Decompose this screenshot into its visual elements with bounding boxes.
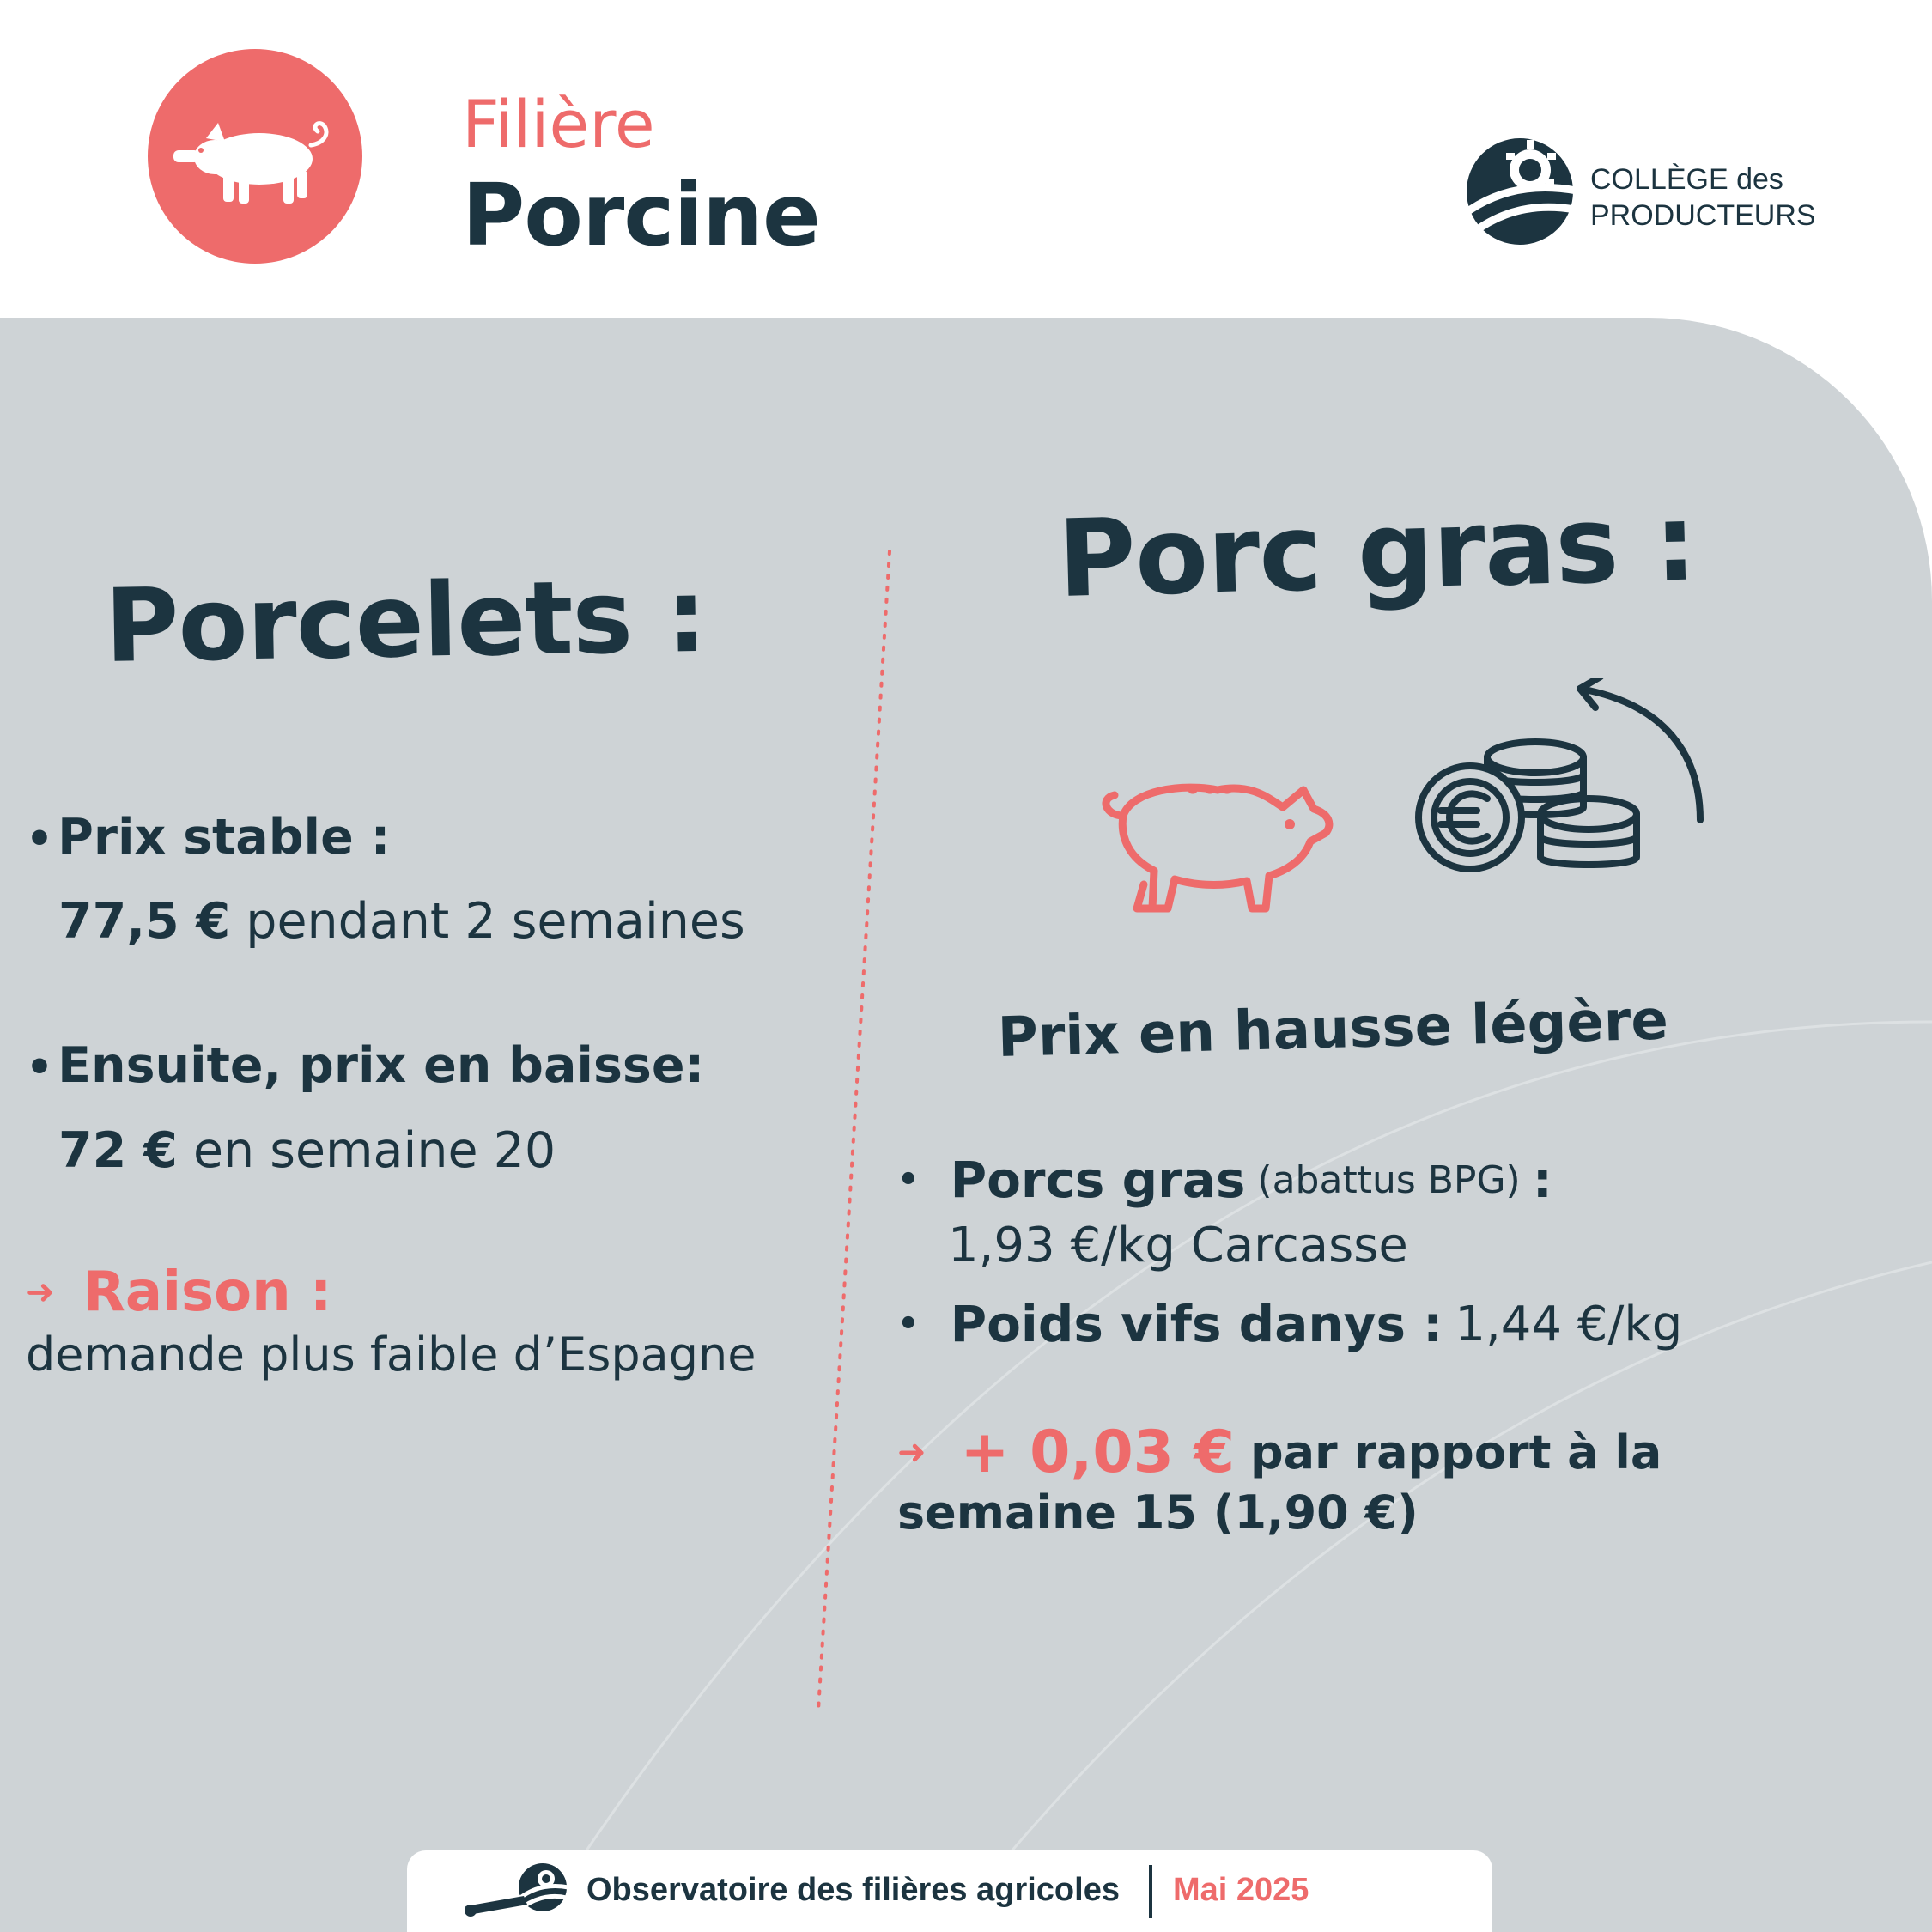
- price-value: 77,5 €: [58, 893, 231, 950]
- bullet-colon: :: [1532, 1151, 1552, 1209]
- bullet-title: Poids vifs danys :: [950, 1295, 1443, 1353]
- price-detail: pendant 2 semaines: [230, 893, 745, 950]
- porc-gras-subtitle: Prix en hausse légère: [997, 988, 1669, 1070]
- pig-icon: [148, 49, 362, 264]
- bullet-dot: •: [897, 1160, 920, 1200]
- price-change-text: par rapport à la: [1249, 1425, 1662, 1479]
- price-change-row: [897, 1419, 1662, 1486]
- footer-title: Observatoire des filières agricoles: [586, 1872, 1120, 1908]
- porc-gras-bullet-1: [897, 1151, 1552, 1209]
- header-pig-badge: [148, 49, 362, 264]
- page-title: Porcine: [462, 165, 820, 265]
- bullet-dot: •: [26, 1042, 53, 1092]
- porcelets-bullet-1: [26, 809, 390, 866]
- bullet-dot: •: [26, 814, 53, 864]
- porc-gras-heading: Porc gras :: [1056, 481, 1698, 622]
- bullet-dot: •: [897, 1304, 920, 1344]
- porcelets-bullet-2-value: [58, 1122, 556, 1179]
- price-value: 72 €: [58, 1122, 178, 1179]
- price-change-text-2: semaine 15 (1,90 €): [897, 1485, 1419, 1540]
- euro-coins-up-icon: [1408, 678, 1717, 884]
- porcelets-bullet-1-value: [58, 893, 745, 950]
- bullet-title: Ensuite, prix en baisse:: [58, 1037, 705, 1094]
- footer-divider: [1149, 1865, 1152, 1918]
- bullet-note: (abattus BPG): [1257, 1157, 1521, 1202]
- reason-label: Raison :: [82, 1261, 332, 1324]
- price-detail: en semaine 20: [177, 1122, 556, 1179]
- org-name-line2: PRODUCTEURS: [1590, 199, 1816, 232]
- bullet-title: Prix stable :: [58, 809, 391, 866]
- footer-logo-icon: [464, 1862, 570, 1922]
- reason-text: demande plus faible d’Espagne: [26, 1327, 756, 1382]
- price-change-amount: + 0,03 €: [960, 1419, 1235, 1486]
- title-line1: Filière: [462, 86, 655, 162]
- reason-label-row: [26, 1261, 332, 1324]
- bullet-title: Porcs gras: [950, 1151, 1246, 1209]
- college-logo-icon: [1460, 136, 1580, 247]
- org-name: [1590, 161, 1816, 234]
- footer-date: Mai 2025: [1173, 1872, 1309, 1908]
- porcelets-heading: Porcelets :: [103, 556, 708, 685]
- arrow-right-icon: ➜: [26, 1273, 55, 1312]
- arrow-right-icon: ➜: [897, 1432, 927, 1473]
- bullet-value: 1,44 €/kg: [1455, 1296, 1683, 1352]
- org-name-line1: COLLÈGE des: [1590, 163, 1783, 196]
- porcelets-bullet-2: [26, 1037, 704, 1094]
- porc-gras-bullet-2: [897, 1295, 1682, 1353]
- porc-gras-bullet-1-value: 1,93 €/kg Carcasse: [948, 1218, 1408, 1273]
- pig-outline-icon: [1089, 764, 1346, 919]
